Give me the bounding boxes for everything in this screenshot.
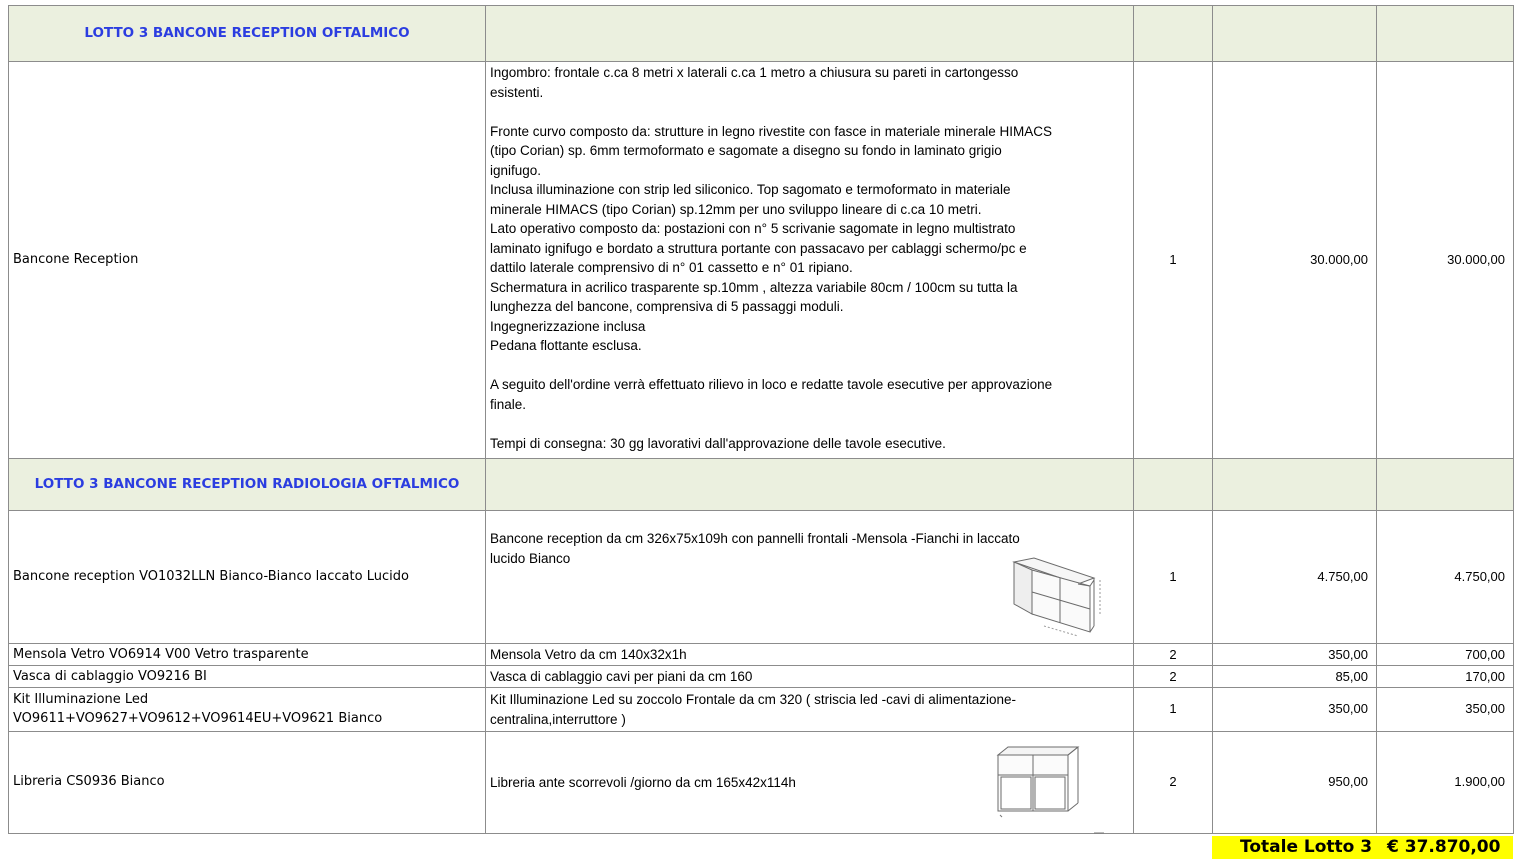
table-row	[9, 511, 1514, 644]
item-total: 700,00	[1377, 644, 1514, 666]
item-unit-price: 85,00	[1213, 666, 1377, 688]
item-total: 170,00	[1377, 666, 1514, 688]
item-name: Mensola Vetro VO6914 V00 Vetro trasparente	[9, 644, 486, 666]
quote-table	[8, 5, 1514, 834]
reception-desk-icon	[1008, 556, 1108, 638]
item-description: Ingombro: frontale c.ca 8 metri x laterali c.ca 1 metro a chiusura su pareti in cartongesso esistenti. Fronte curvo composto da: strutture in legno rivestite con fasce in materiale minerale HIMACS (tipo Corian) sp. 6mm termoformato e sagomate a disegno su fondo in laminato grigio ignifugo. Inclusa illuminazione con strip led siliconico. Top sagomato e termoformato in materiale minerale HIMACS (tipo Corian) sp.12mm per uno sviluppo lineare di c.ca 10 metri. Lato operativo composto da: postazioni con n° 5 scrivanie sagomate in legno multistrato laminato ignifugo e bordato a struttura portante con passacavo per cablaggi schermo/pc e dattilo laterale comprensivo di n° 01 cassetto e n° 01 ripiano. Schermatura in acrilico trasparente sp.10mm , altezza variabile 80cm / 100cm su tutta la lunghezza del bancone, comprensiva di 5 passaggi moduli. Ingegnerizzazione inclusa Pedana flottante esclusa. A seguito dell'ordine verrà effettuato rilievo in loco e redatte tavole esecutive per approvazione finale. Tempi di consegna: 30 gg lavorativi dall'approvazione delle tavole esecutive.	[486, 62, 1134, 459]
table-row	[9, 644, 1514, 666]
section-title: LOTTO 3 BANCONE RECEPTION OFTALMICO	[9, 6, 486, 62]
item-unit-price: 30.000,00	[1213, 62, 1377, 459]
section-header-radiologia	[9, 459, 1514, 511]
table-row	[9, 62, 1514, 459]
item-unit-price: 350,00	[1213, 687, 1377, 731]
section-title: LOTTO 3 BANCONE RECEPTION RADIOLOGIA OFTALMICO	[9, 459, 486, 511]
item-name: Bancone Reception	[9, 62, 486, 459]
item-quantity: 2	[1134, 731, 1213, 833]
item-description: Kit Illuminazione Led su zoccolo Frontale da cm 320 ( striscia led -cavi di alimentazione- centralina,interruttore )	[486, 687, 1134, 731]
item-quantity: 1	[1134, 62, 1213, 459]
item-quantity: 1	[1134, 687, 1213, 731]
item-name: Bancone reception VO1032LLN Bianco-Bianco laccato Lucido	[9, 511, 486, 644]
item-quantity: 2	[1134, 666, 1213, 688]
item-description: Bancone reception da cm 326x75x109h con pannelli frontali -Mensola -Fianchi in laccato lucido Bianco	[486, 511, 1134, 644]
item-description: Vasca di cablaggio cavi per piani da cm 160	[486, 666, 1134, 688]
item-name: Kit Illuminazione Led VO9611+VO9627+VO9612+VO9614EU+VO9621 Bianco	[9, 687, 486, 731]
total-label: Totale Lotto 3	[1240, 837, 1373, 857]
item-total: 30.000,00	[1377, 62, 1514, 459]
item-total: 350,00	[1377, 687, 1514, 731]
item-quantity: 1	[1134, 511, 1213, 644]
item-name: Vasca di cablaggio VO9216 BI	[9, 666, 486, 688]
total-lotto-3	[1212, 836, 1513, 859]
total-amount: € 37.870,00	[1387, 837, 1501, 857]
item-description: Libreria ante scorrevoli /giorno da cm 165x42x114h	[486, 731, 1134, 833]
bookcase-icon	[994, 745, 1106, 835]
table-row	[9, 666, 1514, 688]
table-row	[9, 687, 1514, 731]
item-name: Libreria CS0936 Bianco	[9, 731, 486, 833]
item-total: 1.900,00	[1377, 731, 1514, 833]
item-unit-price: 350,00	[1213, 644, 1377, 666]
item-total: 4.750,00	[1377, 511, 1514, 644]
item-unit-price: 950,00	[1213, 731, 1377, 833]
section-header-oftalmico	[9, 6, 1514, 62]
table-row	[9, 731, 1514, 833]
item-description: Mensola Vetro da cm 140x32x1h	[486, 644, 1134, 666]
item-quantity: 2	[1134, 644, 1213, 666]
item-unit-price: 4.750,00	[1213, 511, 1377, 644]
